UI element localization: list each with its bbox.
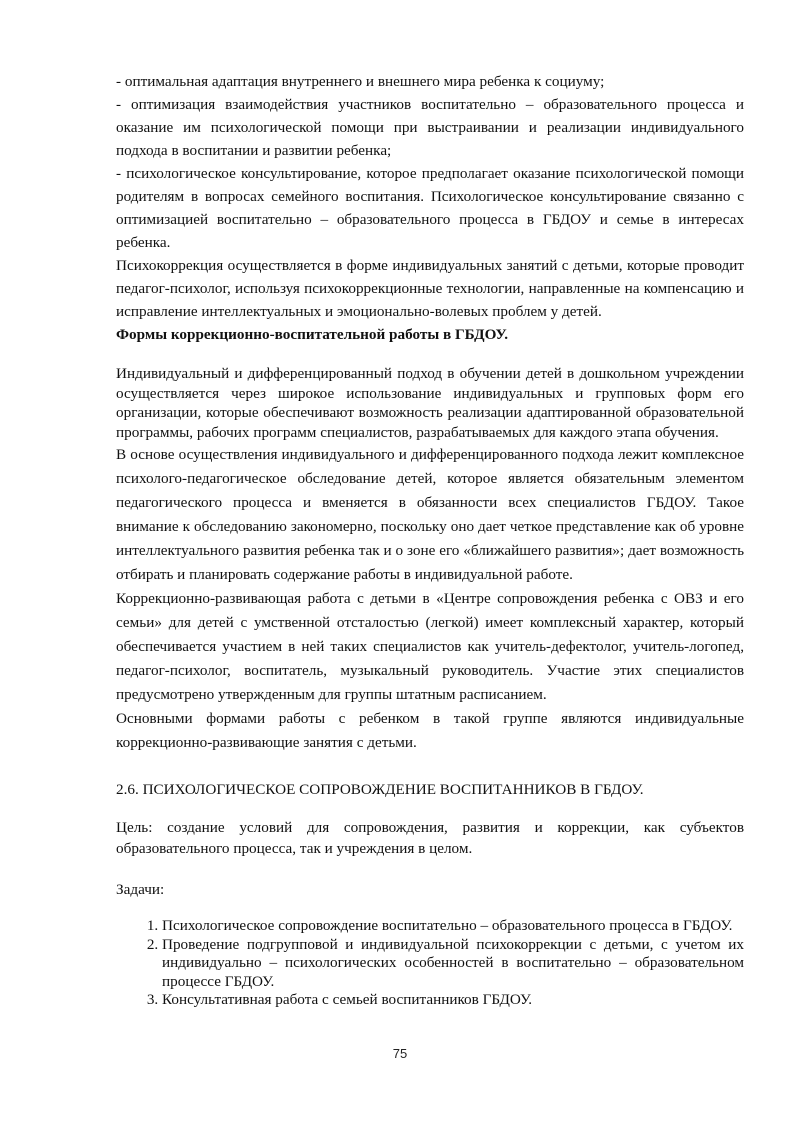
top-paragraphs: [116, 70, 744, 346]
paragraph: - оптимизация взаимодействия участников воспитательно – образовательного процесса и оказание им психологической помощи при выстраивании и реализации индивидуального подхода в воспитании и развитии ребенка;: [116, 96, 744, 159]
paragraph: Основными формами работы с ребенком в такой группе являются индивидуальные коррекционно-развивающие занятия с детьми.: [116, 710, 744, 751]
list-item: 2. Проведение подгрупповой и индивидуальной психокоррекции с детьми, с учетом их индивидуально – психологических особенностей в воспитательно – образовательном процессе ГБДОУ.: [162, 936, 744, 992]
paragraph: В основе осуществления индивидуального и дифференцированного подхода лежит комплексное психолого-педагогическое обследование детей, которое является обязательным элементом педагогического процесса и вменяется в обязанности всех специалистов ГБДОУ. Такое внимание к обследованию закономерно, поскольку оно дает четкое представление как об уровне интеллектуального развития ребенка так и о зоне его «ближайшего развития»; дает возможность отбирать и планировать содержание работы в индивидуальной работе.: [116, 446, 744, 583]
paragraph: Коррекционно-развивающая работа с детьми в «Центре сопровождения ребенка с ОВЗ и его семьи» для детей с умственной отсталостью (легкой) имеет комплексный характер, который обеспечивается участием в ней таких специалистов как учитель-дефектолог, учитель-логопед, педагог-психолог, воспитатель, музыкальный руководитель. Участие этих специалистов предусмотрено утвержденным для группы штатным расписанием.: [116, 590, 744, 703]
tasks-list: [116, 917, 744, 1010]
list-item: 1. Психологическое сопровождение воспитательно – образовательного процесса в ГБДОУ.: [162, 917, 744, 936]
goal-block: [116, 817, 744, 859]
forms-paragraphs: [116, 443, 744, 755]
page-content: [116, 70, 744, 1010]
paragraph: - психологическое консультирование, которое предполагает оказание психологической помощи родителям в вопросах семейного воспитания. Психологическое консультирование связанно с оптимизацией воспитательно – образовательного процесса в ГБДОУ и семье в интересах ребенка.: [116, 165, 744, 251]
forms-heading: Формы коррекционно-воспитательной работы в ГБДОУ.: [116, 326, 508, 343]
page-number: 75: [392, 1046, 408, 1061]
paragraph: Психокоррекция осуществляется в форме индивидуальных занятий с детьми, которые проводит педагог-психолог, используя психокоррекционные технологии, направленные на компенсацию и исправление интеллектуальных и эмоционально-волевых проблем у детей.: [116, 257, 744, 320]
tasks-label: Задачи:: [116, 881, 165, 898]
forms-intro-block: [116, 364, 744, 442]
list-item: 3. Консультативная работа с семьей воспитанников ГБДОУ.: [162, 991, 744, 1010]
paragraph: Индивидуальный и дифференцированный подход в обучении детей в дошкольном учреждении осуществляется через широкое использование индивидуальных и групповых форм его организации, которые обеспечивают возможность реализации адаптированной образовательной программы, рабочих программ специалистов, разрабатываемых для каждого этапа обучения.: [116, 365, 744, 441]
paragraph: - оптимальная адаптация внутреннего и внешнего мира ребенка к социуму;: [116, 73, 605, 90]
goal-paragraph: Цель: создание условий для сопровождения, развития и коррекции, как субъектов образовательного процесса, так и учреждения в целом.: [116, 819, 744, 857]
section-heading: 2.6. ПСИХОЛОГИЧЕСКОЕ СОПРОВОЖДЕНИЕ ВОСПИТАННИКОВ В ГБДОУ.: [116, 781, 644, 798]
